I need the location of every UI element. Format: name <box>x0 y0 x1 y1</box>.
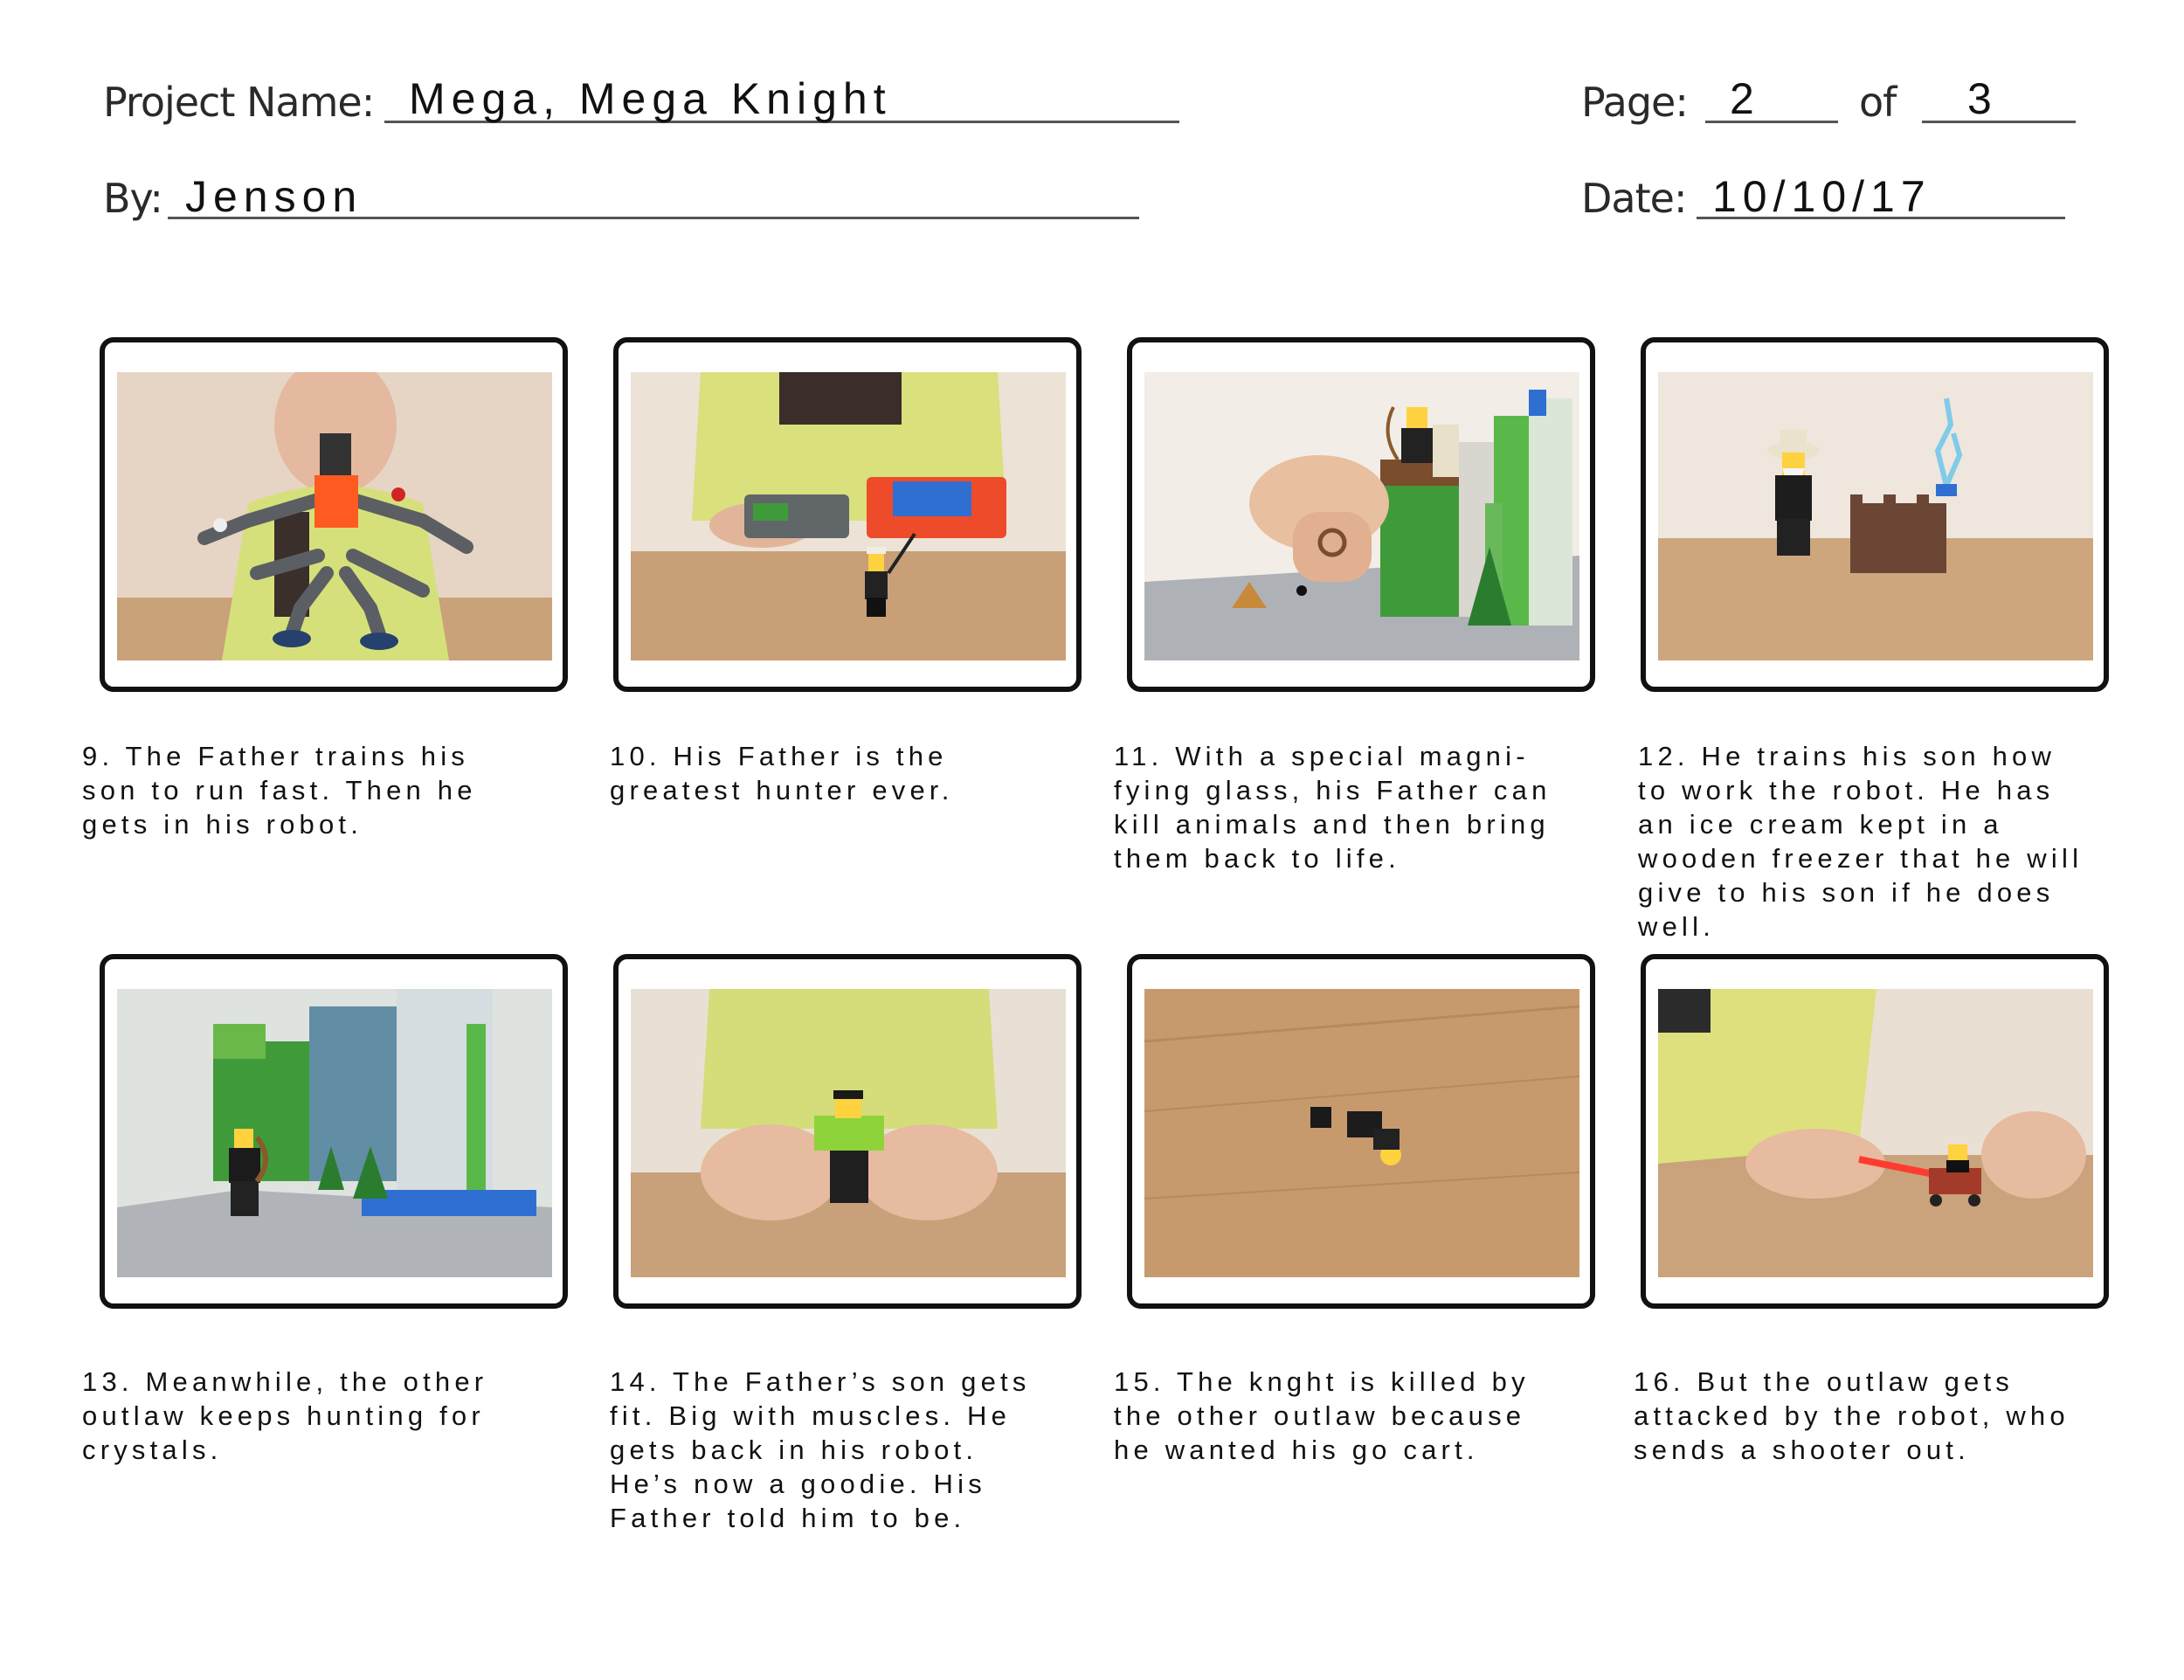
panel-14-frame <box>613 954 1082 1309</box>
panel-9-caption: 9. The Father trains his son to run fast. Then he gets in his robot. <box>82 741 477 840</box>
panel-12-photo <box>1658 372 2093 660</box>
panel-10-frame <box>613 337 1082 692</box>
date-label: Date: <box>1581 175 1687 222</box>
of-value: 3 <box>1967 74 1998 123</box>
panel-13-caption: 13. Meanwhile, the other outlaw keeps hunting for crystals. <box>82 1366 488 1465</box>
panel-12-frame <box>1641 337 2109 692</box>
panel-9-frame <box>100 337 568 692</box>
panel-15-frame <box>1127 954 1595 1309</box>
panel-15-caption: 15. The knght is killed by the other outlaw because he wanted his go cart. <box>1114 1366 1530 1465</box>
panel-16-caption: 16. But the outlaw gets attacked by the robot, who sends a shooter out. <box>1634 1366 2070 1465</box>
project-name-label: Project Name: <box>103 79 375 126</box>
panel-13-photo <box>117 989 552 1277</box>
panel-11-photo <box>1144 372 1579 660</box>
of-line <box>1922 121 2076 123</box>
panel-9-photo <box>117 372 552 660</box>
panel-14-photo <box>631 989 1066 1277</box>
by-value: Jenson <box>185 172 363 221</box>
of-label: of <box>1859 79 1897 126</box>
panel-11-frame <box>1127 337 1595 692</box>
panel-16-frame <box>1641 954 2109 1309</box>
panel-16-photo <box>1658 989 2093 1277</box>
project-name-value: Mega, Mega Knight <box>409 74 892 123</box>
panel-13-frame <box>100 954 568 1309</box>
page-label: Page: <box>1581 79 1688 126</box>
panel-14-caption: 14. The Father’s son gets fit. Big with muscles. He gets back in his robot. He’s now a goodie. His Father told him to be. <box>610 1366 1031 1533</box>
page-line <box>1705 121 1838 123</box>
by-label: By: <box>103 175 162 222</box>
panel-10-photo <box>631 372 1066 660</box>
panel-15-photo <box>1144 989 1579 1277</box>
panel-10-caption: 10. His Father is the greatest hunter ever. <box>610 741 954 805</box>
page-value: 2 <box>1730 74 1760 123</box>
panel-12-caption: 12. He trains his son how to work the robot. He has an ice cream kept in a wooden freezer that he will give to his son if he does well. <box>1638 741 2084 942</box>
date-value: 10/10/17 <box>1712 172 1932 221</box>
panel-11-caption: 11. With a special magni- fying glass, his Father can kill animals and then bring them back to life. <box>1114 741 1552 874</box>
